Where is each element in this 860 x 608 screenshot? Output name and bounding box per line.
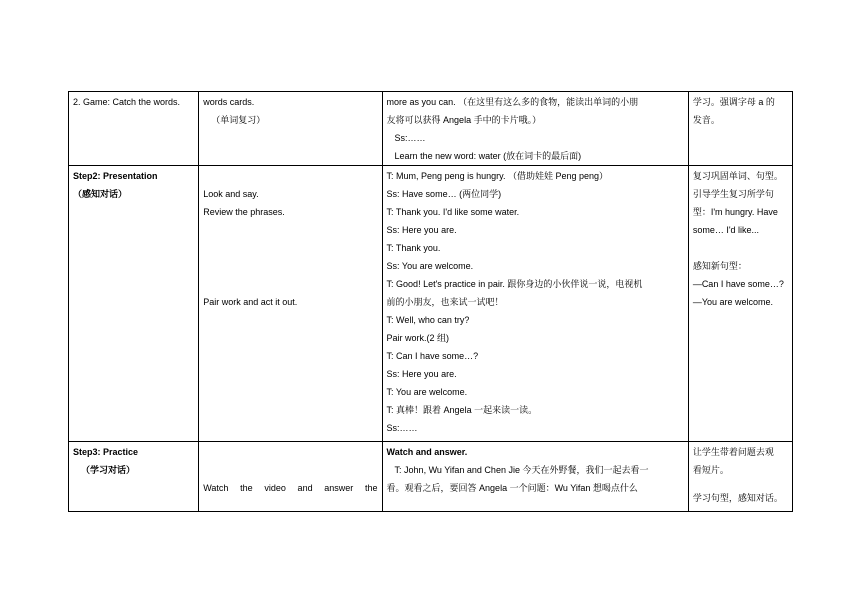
purpose-line: 型：I'm hungry. Have [692,207,778,217]
procedure-cell [382,442,688,512]
activity-text: Watch the video and answer the [203,483,378,493]
procedure-line: Ss: Have some… (两位同学) [386,189,502,199]
procedure-line: 友将可以获得 Angela 手中的卡片哦。） [386,115,542,125]
lesson-plan-table [68,91,793,512]
procedure-line: T: Good! Let's practice in pair. 跟你身边的小伙伴说一说，电视机 [386,279,643,289]
table-row [69,166,793,442]
procedure-cell [382,92,688,166]
activity-cell [199,442,382,512]
procedure-line: T: Thank you. [386,243,441,253]
purpose-line: 学习句型，感知对话。 [692,493,783,503]
purpose-line: 学习。强调字母 a 的 [692,97,775,107]
purpose-cell [688,442,792,512]
procedure-line: Watch and answer. [386,447,468,457]
activity-cell [199,92,382,166]
activity-cell [199,166,382,442]
procedure-line: Pair work.(2 组) [386,333,450,343]
procedure-line: T: You are welcome. [386,387,468,397]
activity-text: Review the phrases. [203,207,285,217]
purpose-line: 复习巩固单词、句型。 [692,171,783,181]
step-cell [69,442,199,512]
activity-text: Look and say. [203,189,259,199]
procedure-line: Ss: Here you are. [386,369,457,379]
procedure-line: T: Thank you. I'd like some water. [386,207,520,217]
step-title: 2. Game: Catch the words. [73,97,181,107]
purpose-line: 让学生带着问题去观 [692,447,774,457]
procedure-line: Ss: You are welcome. [386,261,474,271]
table-row [69,442,793,512]
procedure-line: Ss: Here you are. [386,225,457,235]
activity-text: words cards. [203,97,255,107]
table-row [69,92,793,166]
step-title: Step2: Presentation [73,171,158,181]
purpose-line: —You are welcome. [692,297,774,307]
procedure-line: 前的小朋友，也来试一试吧！ [386,297,504,307]
step-cell [69,166,199,442]
procedure-line: T: Well, who can try? [386,315,470,325]
purpose-line: —Can I have some…? [692,279,784,289]
procedure-line: T: 真棒！跟着 Angela 一起来读一读。 [386,405,538,415]
purpose-line: 引导学生复习所学句 [692,189,774,199]
purpose-cell [688,92,792,166]
step-title: Step3: Practice [73,447,139,457]
step-subtitle: （感知对话） [73,189,128,199]
procedure-line: Ss:…… [394,133,426,143]
procedure-line: T: John, Wu Yifan and Chen Jie 今天在外野餐，我们一起去看一 [394,465,649,475]
procedure-line: more as you can. （在这里有这么多的食物，能读出单词的小朋 [386,97,639,107]
activity-text: Pair work and act it out. [203,297,298,307]
step-subtitle: （学习对话） [81,465,136,475]
procedure-line: Ss:…… [386,423,418,433]
procedure-line: 看。观看之后，要回答 Angela 一个问题：Wu Yifan 想喝点什么 [386,483,638,493]
purpose-line: some… I'd like... [692,225,760,235]
procedure-line: T: Can I have some…? [386,351,479,361]
step-cell [69,92,199,166]
purpose-cell [688,166,792,442]
procedure-line: Learn the new word: water (放在词卡的最后面) [394,151,582,161]
procedure-cell [382,166,688,442]
purpose-line: 看短片。 [692,465,729,475]
purpose-line: 感知新句型： [692,261,747,271]
purpose-line: 发音。 [692,115,720,125]
activity-text: （单词复习） [211,115,266,125]
procedure-line: T: Mum, Peng peng is hungry. （借助娃娃 Peng peng） [386,171,608,181]
